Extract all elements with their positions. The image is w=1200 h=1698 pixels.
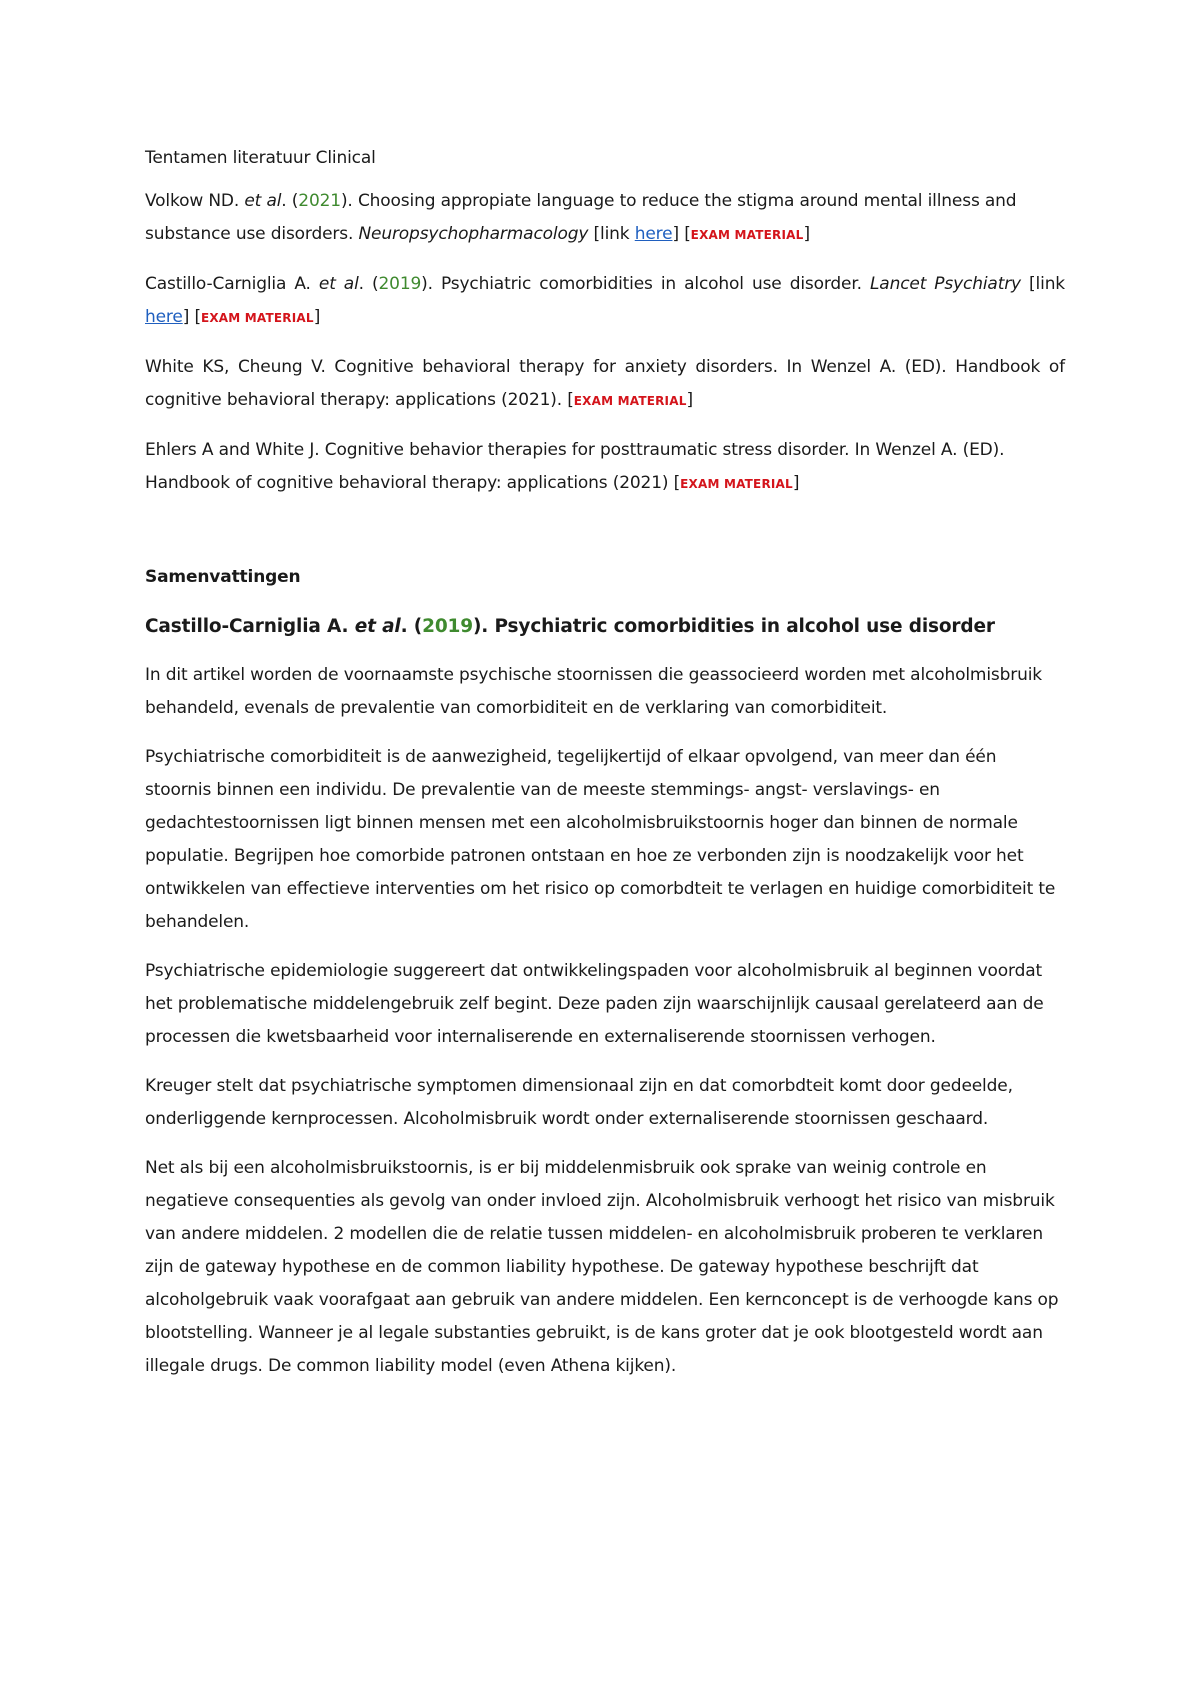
reference-castillo xyxy=(145,268,1065,335)
reference-white-cheung xyxy=(145,351,1065,418)
ref-link-prefix: [link xyxy=(1020,274,1066,294)
ref-link-prefix: [link xyxy=(588,224,635,244)
ref-link-here[interactable]: here xyxy=(634,224,673,244)
ref-journal: Lancet Psychiatry xyxy=(869,274,1021,294)
ref-bracket: ] [ xyxy=(182,307,201,327)
ref-text: White KS, Cheung V. Cognitive behavioral therapy for anxiety disorders. In Wenzel A. (ED). Handbook of cognitive behavioral therapy: applications (2021). [ xyxy=(145,357,1065,410)
heading-punct: . ( xyxy=(400,616,423,637)
ref-journal: Neuropsychopharmacology xyxy=(358,224,589,244)
exam-material-tag: EXAM MATERIAL xyxy=(680,477,793,491)
ref-year: 2021 xyxy=(298,191,341,211)
ref-link-here[interactable]: here xyxy=(145,307,183,327)
ref-title: ). Choosing appropiate language to reduce the stigma around mental illness and substance use disorders. xyxy=(145,191,1017,244)
ref-title: ). Psychiatric comorbidities in alcohol use disorder. xyxy=(421,274,870,294)
ref-bracket-close: ] xyxy=(792,473,800,493)
heading-etal: et al xyxy=(354,616,401,637)
paragraph: Net als bij een alcoholmisbruikstoornis, is er bij middelenmisbruik ook sprake van weinig controle en negatieve consequenties als gevolg van onder invloed zijn. Alcoholmisbruik verhoogt het risico van misbruik van andere middelen. 2 modellen die de relatie tussen middelen- en alcoholmisbruik proberen te verklaren zijn de gateway hypothese en de common liability hypothese. De gateway hypothese beschrijft dat alcoholgebruik vaak voorafgaat aan gebruik van andere middelen. Een kernconcept is de verhoogde kans op blootstelling. Wanneer je al legale substanties gebruikt, is de kans groter dat je ook blootgesteld wordt aan illegale drugs. De common liability model (even Athena kijken). xyxy=(145,1158,1059,1376)
heading-authors: Castillo-Carniglia A. xyxy=(145,616,355,637)
paragraph: Psychiatrische comorbiditeit is de aanwezigheid, tegelijkertijd of elkaar opvolgend, van meer dan één stoornis binnen een individu. De prevalentie van de meeste stemmings- angst- verslavings- en gedachtestoornissen ligt binnen mensen met een alcoholmisbruikstoornis hoger dan binnen de normale populatie. Begrijpen hoe comorbide patronen ontstaan en hoe ze verbonden zijn is noodzakelijk voor het ontwikkelen van effectieve interventies om het risico op comorbdteit te verlagen en huidige comorbiditeit te behandelen. xyxy=(145,747,1056,932)
ref-text: Ehlers A and White J. Cognitive behavior therapies for posttraumatic stress disorder. In Wenzel A. (ED). Handbook of cognitive behavioral therapy: applications (2021) [ xyxy=(145,440,1005,493)
reference-ehlers-white xyxy=(145,434,1065,501)
section-spacer xyxy=(145,517,1065,561)
exam-material-tag: EXAM MATERIAL xyxy=(200,311,314,325)
ref-punct: . ( xyxy=(281,191,299,211)
heading-year: 2019 xyxy=(422,616,473,637)
document-title: Tentamen literatuur Clinical xyxy=(145,148,376,168)
ref-bracket-close: ] xyxy=(313,307,321,327)
exam-material-tag: EXAM MATERIAL xyxy=(573,394,687,408)
ref-authors: Castillo-Carniglia A. xyxy=(145,274,319,294)
paragraph: Kreuger stelt dat psychiatrische symptomen dimensionaal zijn en dat comorbdteit komt door gedeelde, onderliggende kernprocessen. Alcoholmisbruik wordt onder externaliserende stoornissen geschaard. xyxy=(145,1076,1013,1129)
ref-etal: et al xyxy=(244,191,282,211)
paragraph: Psychiatrische epidemiologie suggereert dat ontwikkelingspaden voor alcoholmisbruik al beginnen voordat het problematische middelengebruik zelf begint. Deze paden zijn waarschijnlijk causaal gerelateerd aan de processen die kwetsbaarheid voor internaliserende en externaliserende stoornissen verhogen. xyxy=(145,961,1044,1047)
ref-year: 2019 xyxy=(378,274,422,294)
heading-title: ). Psychiatric comorbidities in alcohol use disorder xyxy=(473,616,995,637)
ref-bracket: ] [ xyxy=(672,224,691,244)
ref-etal: et al xyxy=(318,274,359,294)
summaries-heading: Samenvattingen xyxy=(145,567,301,587)
ref-authors: Volkow ND. xyxy=(145,191,245,211)
reference-volkow xyxy=(145,185,1065,252)
exam-material-tag: EXAM MATERIAL xyxy=(690,228,804,242)
ref-bracket-close: ] xyxy=(686,390,694,410)
paragraph: In dit artikel worden de voornaamste psychische stoornissen die geassocieerd worden met alcoholmisbruik behandeld, evenals de prevalentie van comorbiditeit en de verklaring van comorbiditeit. xyxy=(145,665,1042,718)
document-page xyxy=(145,142,1065,1399)
ref-bracket-close: ] xyxy=(803,224,810,244)
ref-punct: . ( xyxy=(358,274,379,294)
article-heading xyxy=(145,610,1065,643)
